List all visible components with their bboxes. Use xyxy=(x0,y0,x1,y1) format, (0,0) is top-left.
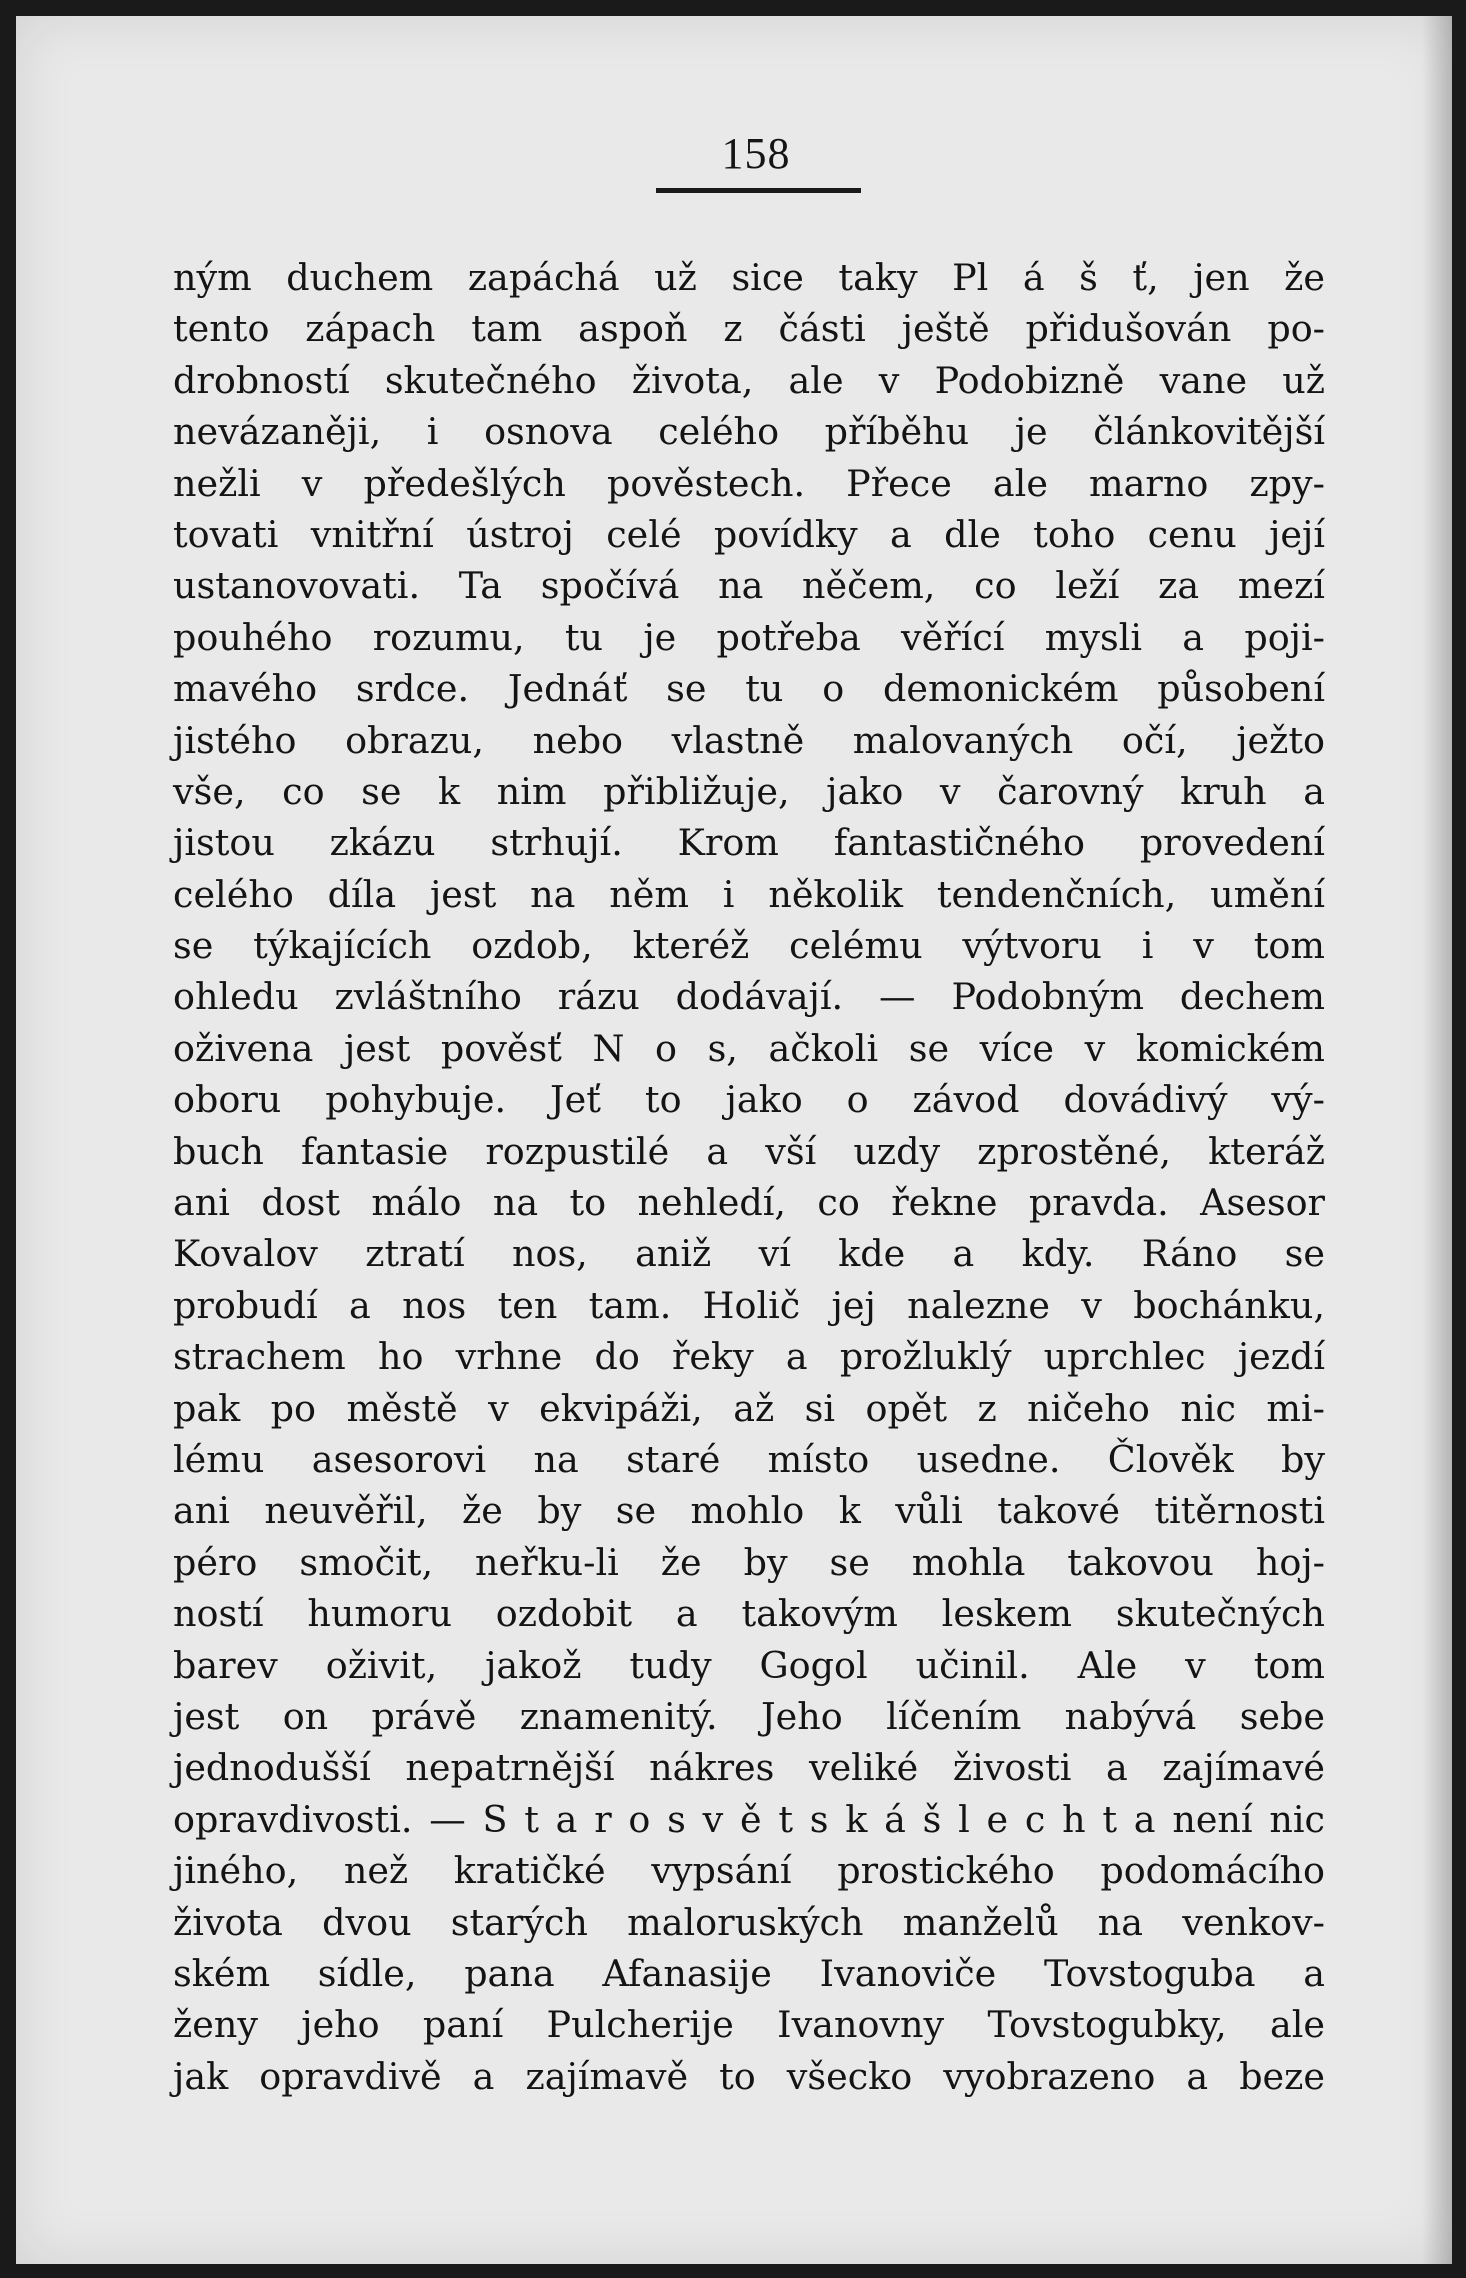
text-line: probudí a nos ten tam. Holič jej nalezne v bochánku, xyxy=(173,1283,1325,1327)
text-line: nežli v předešlých pověstech. Přece ale marno zpy- xyxy=(173,461,1325,505)
text-line: ustanovovati. Ta spočívá na něčem, co leží za mezí xyxy=(173,564,1325,608)
text-line: lému asesorovi na staré místo usedne. Člověk by xyxy=(173,1437,1325,1481)
text-line: jistou zkázu strhují. Krom fantastičného provedení xyxy=(173,821,1325,865)
text-line: ském sídle, pana Afanasije Ivanoviče Tovstoguba a xyxy=(173,1951,1325,1995)
page-number-underline xyxy=(656,188,861,193)
page-number: 158 xyxy=(721,129,791,178)
text-line: ani neuvěřil, že by se mohlo k vůli takové titěrnosti xyxy=(173,1489,1325,1533)
text-line: Kovalov ztratí nos, aniž ví kde a kdy. Ráno se xyxy=(173,1232,1325,1276)
text-line: vše, co se k nim přibližuje, jako v čarovný kruh a xyxy=(173,769,1325,813)
text-line: strachem ho vrhne do řeky a prožluklý uprchlec jezdí xyxy=(173,1335,1325,1379)
text-line: pak po městě v ekvipáži, až si opět z ničeho nic mi- xyxy=(173,1386,1325,1430)
text-line: oživena jest pověsť N o s, ačkoli se více v komickém xyxy=(173,1026,1325,1070)
text-line: jak opravdivě a zajímavě to všecko vyobrazeno a beze xyxy=(173,2054,1325,2098)
text-line: pouhého rozumu, tu je potřeba věřící mysli a poji- xyxy=(173,615,1325,659)
text-line: nevázaněji, i osnova celého příběhu je článkovitější xyxy=(173,410,1325,454)
text-line: jest on právě znamenitý. Jeho líčením nabývá sebe xyxy=(173,1694,1325,1738)
text-line: jednodušší nepatrnější nákres veliké živosti a zajímavé xyxy=(173,1746,1325,1790)
body-text xyxy=(173,252,1325,2102)
text-line: barev oživit, jakož tudy Gogol učinil. Ale v tom xyxy=(173,1643,1325,1687)
text-line: mavého srdce. Jednáť se tu o demonickém působení xyxy=(173,667,1325,711)
text-line: opravdivosti. — S t a r o s v ě t s k á š l e c h t a není nic xyxy=(173,1797,1325,1841)
text-line: jiného, než kratičké vypsání prostického podomácího xyxy=(173,1849,1325,1893)
text-line: jistého obrazu, nebo vlastně malovaných očí, ježto xyxy=(173,718,1325,762)
text-line: ženy jeho paní Pulcherije Ivanovny Tovstogubky, ale xyxy=(173,2003,1325,2047)
text-line: oboru pohybuje. Jeť to jako o závod dovádivý vý- xyxy=(173,1078,1325,1122)
text-line: drobností skutečného života, ale v Podobizně vane už xyxy=(173,358,1325,402)
text-line: se týkajících ozdob, kteréž celému výtvoru i v tom xyxy=(173,924,1325,968)
text-line: ností humoru ozdobit a takovým leskem skutečných xyxy=(173,1592,1325,1636)
text-line: péro smočit, neřku-li že by se mohla takovou hoj- xyxy=(173,1540,1325,1584)
text-line: ným duchem zapáchá už sice taky Pl á š ť, jen že xyxy=(173,256,1325,299)
text-line: ohledu zvláštního rázu dodávají. — Podobným dechem xyxy=(173,975,1325,1019)
text-line: buch fantasie rozpustilé a vší uzdy zprostěné, kteráž xyxy=(173,1129,1325,1173)
text-line: celého díla jest na něm i několik tendenčních, umění xyxy=(173,872,1325,916)
page-edge-shadow xyxy=(1422,16,1452,2264)
book-page xyxy=(16,16,1452,2264)
text-line: ani dost málo na to nehledí, co řekne pravda. Asesor xyxy=(173,1181,1325,1225)
text-line: tovati vnitřní ústroj celé povídky a dle toho cenu její xyxy=(173,512,1325,556)
text-line: tento zápach tam aspoň z části ještě přidušován po- xyxy=(173,307,1325,351)
text-line: života dvou starých maloruských manželů na venkov- xyxy=(173,1900,1325,1944)
